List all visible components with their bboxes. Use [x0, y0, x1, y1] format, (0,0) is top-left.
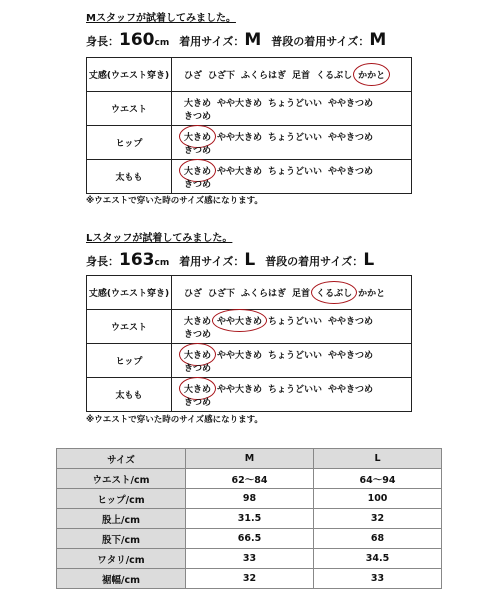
selected-fit-option: かかと [358, 68, 385, 81]
l-height-label: 身長： [86, 255, 119, 268]
size-row-label: 裾幅/cm [57, 569, 186, 589]
fit-option: ちょうどいい [268, 98, 323, 109]
l-usual-size-value: L [363, 250, 375, 270]
size-value-cell: 100 [314, 489, 442, 509]
fit-option: 大きめ [184, 316, 212, 327]
l-fit-options [172, 276, 412, 310]
m-height-label: 身長： [86, 35, 119, 48]
selected-fit-option: 大きめ [184, 382, 211, 395]
size-value-cell: 32 [186, 569, 314, 589]
fit-option: きつめ [184, 179, 212, 190]
m-staff-note: ※ウエストで穿いた時のサイズ感になります。 [86, 196, 263, 206]
fit-option: きつめ [184, 397, 212, 408]
fit-option: やや大きめ [217, 384, 263, 395]
fit-option: 足首 [292, 289, 311, 299]
m-fit-row-label: ヒップ [87, 126, 172, 160]
l-height-value: 163 [119, 250, 155, 270]
fit-option: やや大きめ [217, 166, 263, 177]
selected-fit-option: 大きめ [184, 348, 211, 361]
size-row-label: 股上/cm [57, 509, 186, 529]
l-fit-options [172, 344, 412, 378]
m-usual-size-label: 普段の着用サイズ： [271, 35, 370, 48]
m-fit-options [172, 58, 412, 92]
fit-option: かかと [358, 289, 386, 299]
l-try-size-label: 着用サイズ： [179, 255, 245, 268]
fit-option: ふくらはぎ [241, 289, 287, 299]
fit-option: ややきつめ [328, 166, 374, 177]
size-chart-table [56, 448, 442, 589]
selected-fit-option: 大きめ [184, 130, 211, 143]
l-fit-row-label: 丈感(ウエスト穿き) [87, 276, 172, 310]
size-value-cell: 34.5 [314, 549, 442, 569]
size-row [57, 549, 442, 569]
fit-option: ちょうどいい [268, 132, 323, 143]
m-usual-size-value: M [369, 30, 387, 50]
fit-option: きつめ [184, 145, 212, 156]
size-row [57, 529, 442, 549]
m-fit-row [87, 160, 412, 194]
size-value-cell: 62～84 [186, 469, 314, 489]
size-value-cell: 32 [314, 509, 442, 529]
m-fit-row-label: 太もも [87, 160, 172, 194]
l-staff-stats [86, 250, 374, 270]
size-row [57, 469, 442, 489]
fit-option: ひざ下 [208, 289, 236, 299]
fit-option: ちょうどいい [268, 350, 323, 361]
size-row-label: ヒップ/cm [57, 489, 186, 509]
m-try-size-label: 着用サイズ： [179, 35, 245, 48]
l-fit-row [87, 378, 412, 412]
fit-option: ひざ下 [208, 71, 236, 81]
fit-option: やや大きめ [217, 98, 263, 109]
fit-option: きつめ [184, 363, 212, 374]
m-staff-stats [86, 30, 386, 50]
fit-option: ややきつめ [328, 132, 374, 143]
l-fit-row [87, 310, 412, 344]
m-fit-row-label: ウエスト [87, 92, 172, 126]
size-value-cell: 33 [186, 549, 314, 569]
size-header-cell: サイズ [57, 449, 186, 469]
m-try-size-value: M [244, 30, 262, 50]
m-fit-options [172, 160, 412, 194]
fit-option: 足首 [292, 71, 311, 81]
size-header-cell: M [186, 449, 314, 469]
fit-option: ちょうどいい [268, 384, 323, 395]
l-fit-options [172, 310, 412, 344]
l-fit-row [87, 276, 412, 310]
size-row-label: ウエスト/cm [57, 469, 186, 489]
size-row [57, 569, 442, 589]
size-row-label: ワタリ/cm [57, 549, 186, 569]
l-height-unit: cm [154, 258, 170, 268]
l-fit-options [172, 378, 412, 412]
l-fit-row-label: 太もも [87, 378, 172, 412]
m-staff-title: Mスタッフが試着してみました。 [86, 13, 236, 24]
selected-fit-option: やや大きめ [217, 314, 262, 327]
size-header-row [57, 449, 442, 469]
fit-option: ややきつめ [328, 384, 374, 395]
m-fit-row [87, 126, 412, 160]
m-fit-table [86, 57, 412, 194]
l-fit-table [86, 275, 412, 412]
size-value-cell: 68 [314, 529, 442, 549]
fit-option: 大きめ [184, 98, 212, 109]
size-row [57, 489, 442, 509]
l-staff-title: Lスタッフが試着してみました。 [86, 233, 233, 244]
l-usual-size-label: 普段の着用サイズ： [265, 255, 364, 268]
fit-option: きつめ [184, 111, 212, 122]
fit-option: ひざ [184, 289, 203, 299]
size-value-cell: 66.5 [186, 529, 314, 549]
l-fit-row-label: ウエスト [87, 310, 172, 344]
fit-option: ややきつめ [328, 316, 374, 327]
fit-option: ややきつめ [328, 98, 374, 109]
fit-option: ちょうどいい [268, 166, 323, 177]
size-row-label: 股下/cm [57, 529, 186, 549]
fit-option: ややきつめ [328, 350, 374, 361]
m-fit-options [172, 126, 412, 160]
size-value-cell: 64～94 [314, 469, 442, 489]
l-staff-note: ※ウエストで穿いた時のサイズ感になります。 [86, 415, 263, 425]
size-value-cell: 98 [186, 489, 314, 509]
size-header-cell: L [314, 449, 442, 469]
fit-option: ふくらはぎ [241, 71, 287, 81]
fit-option: やや大きめ [217, 132, 263, 143]
fit-option: きつめ [184, 329, 212, 340]
l-fit-row [87, 344, 412, 378]
size-value-cell: 31.5 [186, 509, 314, 529]
m-fit-row [87, 58, 412, 92]
fit-option: ひざ [184, 71, 203, 81]
size-value-cell: 33 [314, 569, 442, 589]
l-fit-row-label: ヒップ [87, 344, 172, 378]
selected-fit-option: 大きめ [184, 164, 211, 177]
m-fit-row-label: 丈感(ウエスト穿き) [87, 58, 172, 92]
l-try-size-value: L [244, 250, 256, 270]
m-fit-options [172, 92, 412, 126]
fit-option: くるぶし [316, 71, 353, 81]
fit-option: ちょうどいい [268, 316, 323, 327]
m-height-value: 160 [119, 30, 155, 50]
m-height-unit: cm [154, 38, 170, 48]
fit-option: やや大きめ [217, 350, 263, 361]
size-row [57, 509, 442, 529]
selected-fit-option: くるぶし [316, 286, 352, 299]
m-fit-row [87, 92, 412, 126]
